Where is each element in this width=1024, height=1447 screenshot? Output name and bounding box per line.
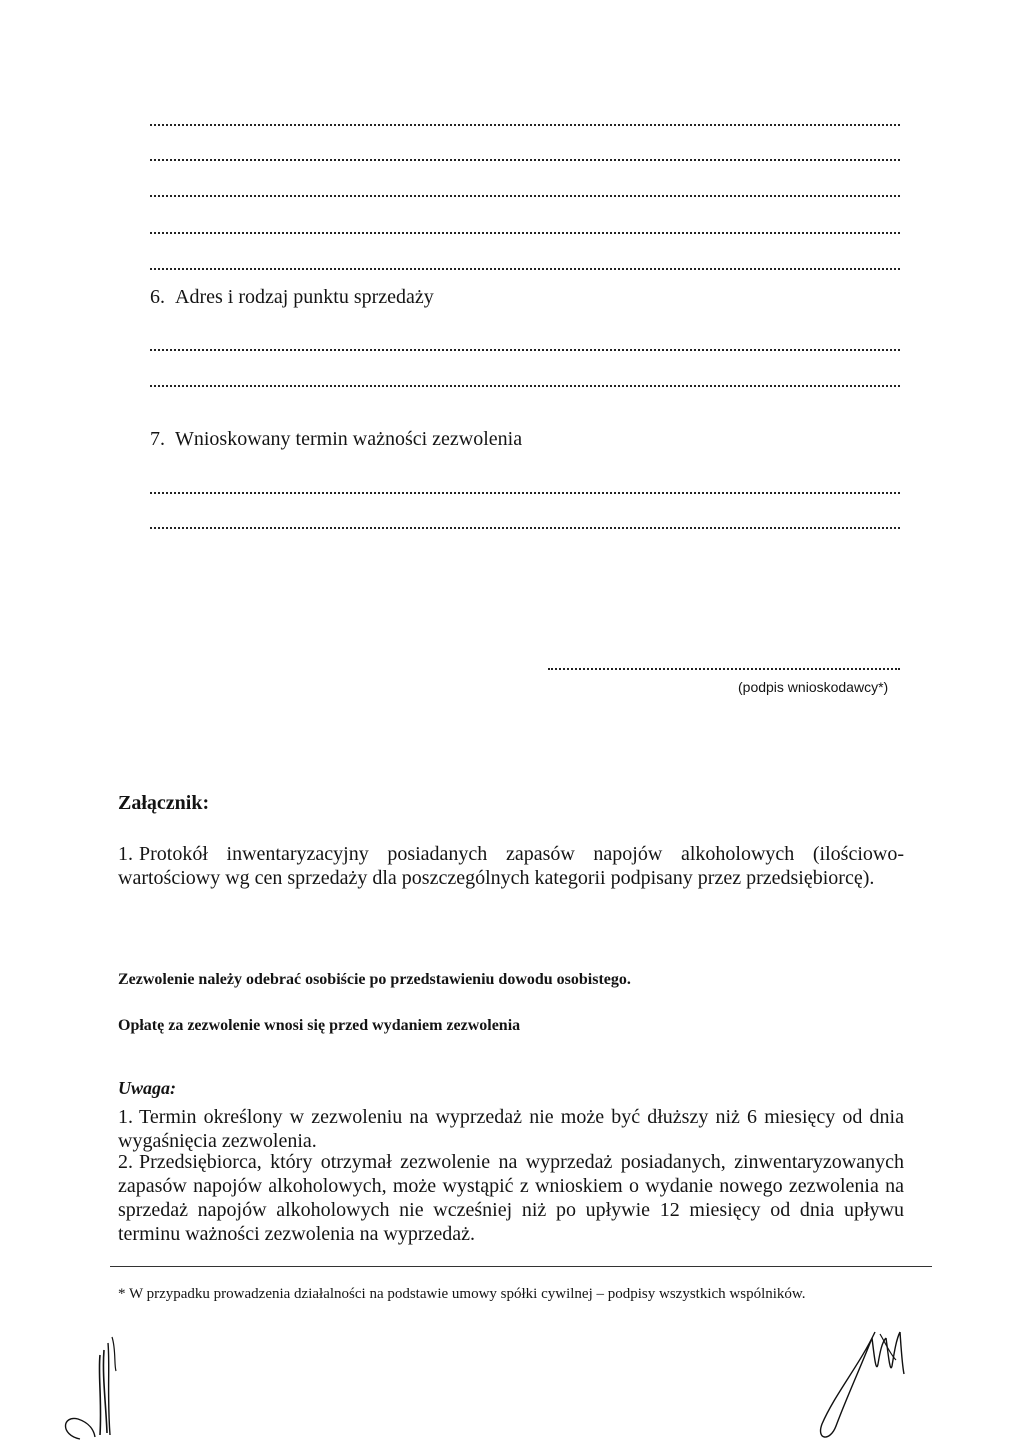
section-6-title <box>150 285 434 309</box>
fill-line[interactable] <box>150 195 900 197</box>
fee-notice: Opłatę za zezwolenie wnosi się przed wydaniem zezwolenia <box>118 1017 521 1034</box>
pickup-notice: Zezwolenie należy odebrać osobiście po przedstawieniu dowodu osobistego. <box>118 971 631 988</box>
signature-line[interactable] <box>548 668 900 670</box>
fill-line[interactable] <box>150 159 900 161</box>
remark-item-number: 2. <box>118 1151 133 1173</box>
attachment-item-text: Protokół inwentaryzacyjny posiadanych zapasów napojów alkoholowych (ilościowo-wartościowy wg cen sprzedaży dla poszczególnych kategorii podpisany przez przedsiębiorcę). <box>118 843 904 889</box>
section-6-label: Adres i rodzaj punktu sprzedaży <box>175 286 434 308</box>
section-7-fill-line[interactable] <box>150 527 900 529</box>
attachment-item-number: 1. <box>118 843 133 865</box>
remark-item-text: Przedsiębiorca, który otrzymał zezwolenie na wyprzedaż posiadanych, zinwentaryzowanych zapasów napojów alkoholowych, może wystąpić z wnioskiem o wydanie nowego zezwolenia na sprzedaż napojów alkoholowych nie wcześniej niż po upływie 12 miesięcy od dnia upływu terminu ważności zezwolenia na wyprzedaż. <box>118 1151 904 1245</box>
attachment-heading: Załącznik: <box>118 792 210 814</box>
handwritten-initials-left <box>50 1335 130 1440</box>
section-7-fill-line[interactable] <box>150 492 900 494</box>
remark-item-text: Termin określony w zezwoleniu na wyprzedaż nie może być dłuższy niż 6 miesięcy od dnia wygaśnięcia zezwolenia. <box>118 1106 904 1152</box>
footnote: * W przypadku prowadzenia działalności na podstawie umowy spółki cywilnej – podpisy wszystkich wspólników. <box>118 1286 806 1302</box>
footnote-divider <box>110 1266 932 1267</box>
section-6-number: 6. <box>150 286 165 308</box>
remark-item-1 <box>118 1105 904 1153</box>
remark-item-number: 1. <box>118 1106 133 1128</box>
remarks-heading: Uwaga: <box>118 1078 176 1098</box>
attachment-item-1 <box>118 842 904 890</box>
section-7-title <box>150 427 522 451</box>
signature-caption: (podpis wnioskodawcy*) <box>738 679 889 695</box>
fill-line[interactable] <box>150 268 900 270</box>
fill-line[interactable] <box>150 232 900 234</box>
handwritten-signature-right <box>800 1294 910 1444</box>
fill-line[interactable] <box>150 124 900 126</box>
section-6-fill-line[interactable] <box>150 349 900 351</box>
section-7-number: 7. <box>150 428 165 450</box>
section-6-fill-line[interactable] <box>150 385 900 387</box>
remark-item-2 <box>118 1150 904 1246</box>
section-7-label: Wnioskowany termin ważności zezwolenia <box>175 428 523 450</box>
